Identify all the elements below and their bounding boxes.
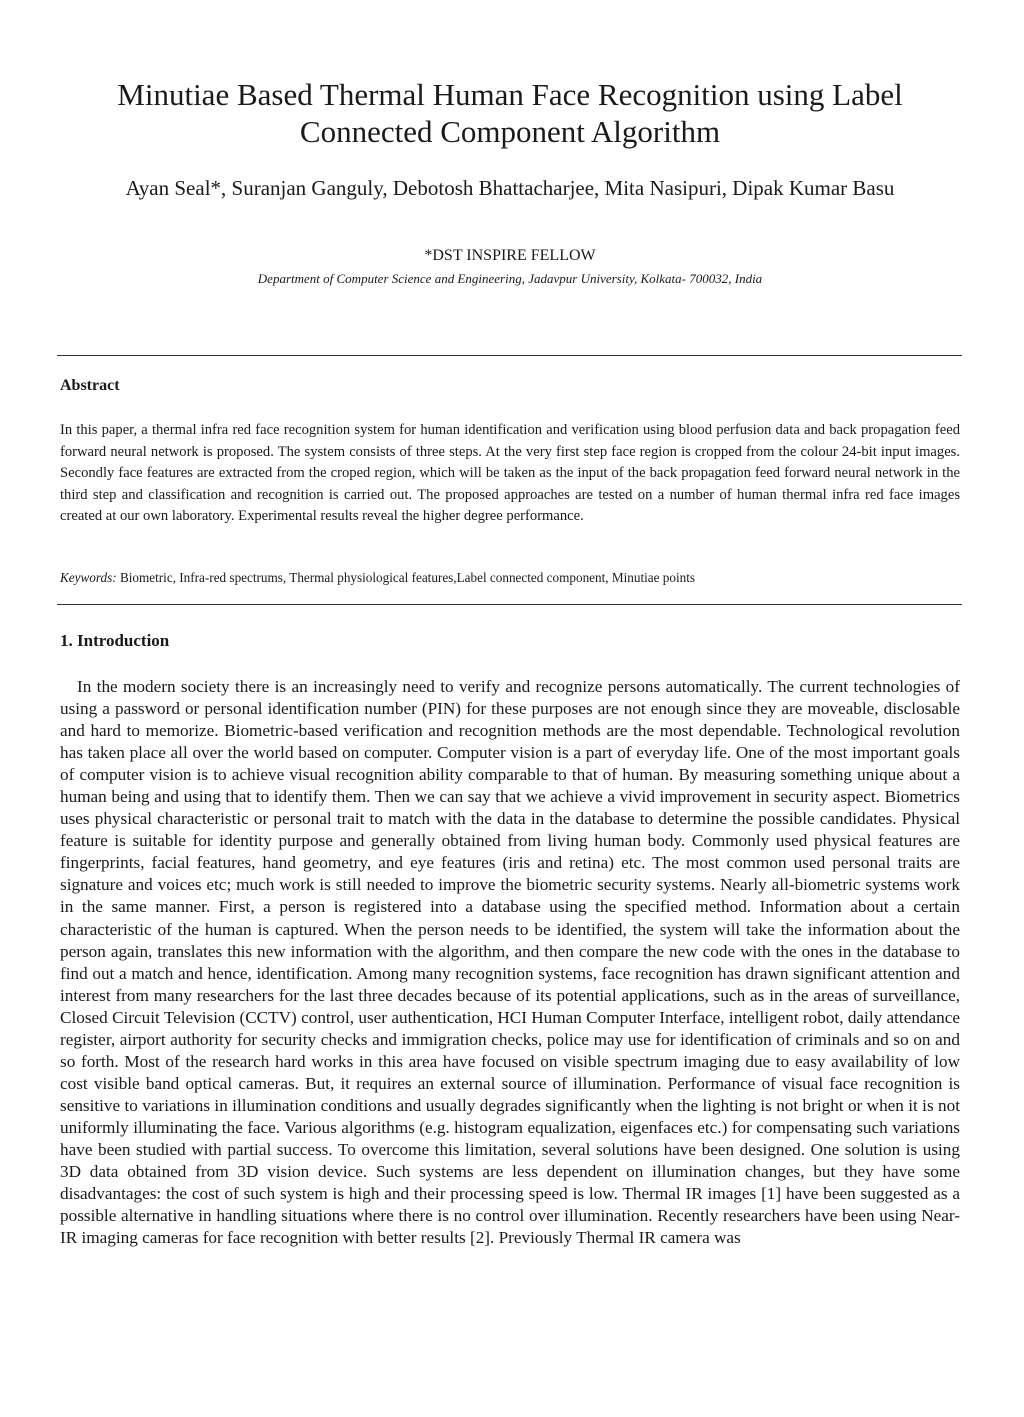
fellowship-note: *DST INSPIRE FELLOW <box>424 247 596 264</box>
introduction-heading: 1. Introduction <box>60 631 170 650</box>
keywords-line <box>60 569 960 587</box>
author-list: Ayan Seal*, Suranjan Ganguly, Debotosh Bhattacharjee, Mita Nasipuri, Dipak Kumar Basu <box>125 176 895 200</box>
keywords-text: Biometric, Infra-red spectrums, Thermal physiological features,Label connected component, Minutiae points <box>116 570 696 585</box>
affiliation: Department of Computer Science and Engineering, Jadavpur University, Kolkata- 700032, India <box>257 271 763 286</box>
abstract-top-divider <box>57 355 962 356</box>
introduction-text: In the modern society there is an increasingly need to verify and recognize persons automatically. The current technologies of using a password or personal identification number (PIN) for these purposes are not enough since they are moveable, disclosable and hard to memorize. Biometric-based verification and recognition methods are the most dependable. Technological revolution has taken place all over the world based on computer. Computer vision is a part of everyday life. One of the most important goals of computer vision is to achieve visual recognition ability comparable to that of human. By measuring something unique about a human being and using that to identify them. Then we can say that we achieve a vivid improvement in security aspect. Biometrics uses physical characteristic or personal trait to match with the data in the database to determine the possible candidates. Physical feature is suitable for identity purpose and generally obtained from living human body. Commonly used physical features are fingerprints, facial features, hand geometry, and eye features (iris and retina) etc. The most common used personal traits are signature and voices etc; much work is still needed to improve the biometric security systems. Nearly all-biometric systems work in the same manner. First, a person is registered into a database using the specified method. Information about a certain characteristic of the human is captured. When the person needs to be identified, the system will take the information about the person again, translates this new information with the algorithm, and then compare the new code with the ones in the database to find out a match and hence, identification. Among many recognition systems, face recognition has drawn significant attention and interest from many researchers for the last three decades because of its potential applications, such as in the areas of surveillance, Closed Circuit Television (CCTV) control, user authentication, HCI Human Computer Interface, intelligent robot, daily attendance register, airport authority for security checks and immigration checks, police may use for identification of criminals and so on and so forth. Most of the research hard works in this area have focused on visible spectrum imaging due to easy availability of low cost visible band optical cameras. But, it requires an external source of illumination. Performance of visual face recognition is sensitive to variations in illumination conditions and usually degrades significantly when the lighting is not bright or when it is not uniformly illuminating the face. Various algorithms (e.g. histogram equalization, eigenfaces etc.) for compensating such variations have been studied with partial success. To overcome this limitation, several solutions have been designed. One solution is using 3D data obtained from 3D vision device. Such systems are less dependent on illumination changes, but they have some disadvantages: the cost of such system is high and their processing speed is low. Thermal IR images [1] have been suggested as a possible alternative in handling situations where there is no control over illumination. Recently researchers have been using Near-IR imaging cameras for face recognition with better results [2]. Previously Thermal IR camera was <box>60 677 960 1248</box>
keywords-label: Keywords: <box>60 570 117 585</box>
abstract-bottom-divider <box>57 604 962 605</box>
paper-title: Minutiae Based Thermal Human Face Recognition using Label Connected Component Algorithm <box>117 77 903 149</box>
abstract-text: In this paper, a thermal infra red face recognition system for human identification and verification using blood perfusion data and back propagation feed forward neural network is proposed. The system consists of three steps. At the very first step face region is cropped from the colour 24-bit input images. Secondly face features are extracted from the croped region, which will be taken as the input of the back propagation feed forward neural network in the third step and classification and recognition is carried out. The proposed approaches are tested on a number of human thermal infra red face images created at our own laboratory. Experimental results reveal the higher degree performance. <box>60 422 960 524</box>
abstract-heading: Abstract <box>60 377 120 394</box>
